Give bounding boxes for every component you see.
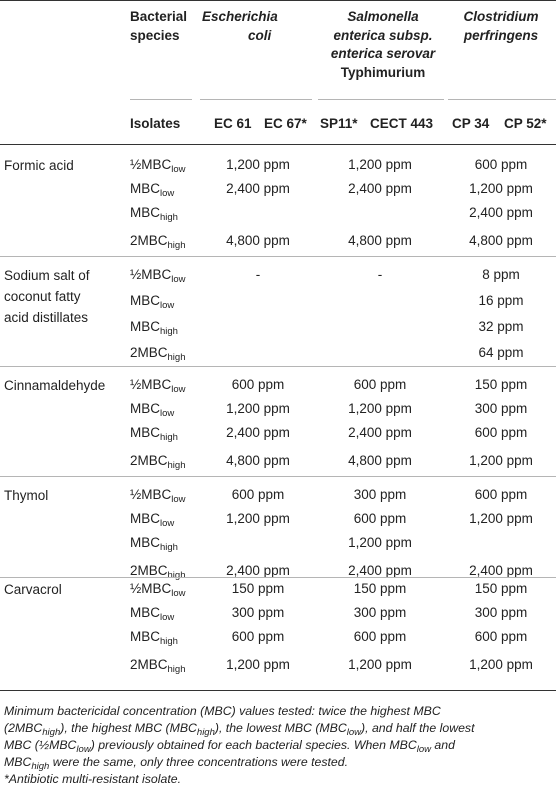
concentration-label: $MBC_{high}$ xyxy=(130,319,178,337)
table-cell: 2,400 ppm xyxy=(348,181,412,196)
footnote-line: MBC $(\frac{1}{2}MBC_{low})$ previously obtained for each bacterial species. When $MBC_{low}$ and xyxy=(4,738,455,755)
concentration-label: $2MBC_{high}$ xyxy=(130,453,186,471)
table-cell: 32 ppm xyxy=(478,319,524,334)
table-cell: 2,400 ppm xyxy=(226,425,290,440)
table-cell: 64 ppm xyxy=(478,345,524,360)
isolate-ec61: EC 61 xyxy=(214,116,252,131)
table-cell: 8 ppm xyxy=(482,267,520,282)
table-cell: 150 ppm xyxy=(231,581,285,596)
compound-name xyxy=(4,265,90,328)
table-cell: 150 ppm xyxy=(474,377,528,392)
compound-name-line: Sodium salt of xyxy=(4,268,90,283)
table-cell: 1,200 ppm xyxy=(348,401,412,416)
concentration-label: $MBC_{high}$ xyxy=(130,425,178,443)
table-cell: 600 ppm xyxy=(353,377,407,392)
header-subrule-salmonella xyxy=(318,99,444,100)
table-cell: 1,200 ppm xyxy=(226,401,290,416)
table-cell: 1,200 ppm xyxy=(469,511,533,526)
compound-name xyxy=(4,155,74,176)
concentration-label: $MBC_{low}$ xyxy=(130,293,175,311)
concentration-label: $MBC_{high}$ xyxy=(130,205,178,223)
table-cell: 2,400 ppm xyxy=(469,563,533,578)
table-cell: 1,200 ppm xyxy=(226,657,290,672)
table-cell: 600 ppm xyxy=(231,377,285,392)
group-divider xyxy=(0,476,556,477)
table-cell: 1,200 ppm xyxy=(226,511,290,526)
concentration-label: $\frac{1}{2}MBC_{low}$ xyxy=(130,581,186,599)
compound-name-line: Carvacrol xyxy=(4,582,62,597)
table-cell: 150 ppm xyxy=(353,581,407,596)
isolate-ec67: EC 67* xyxy=(264,116,307,131)
table-cell: 4,800 ppm xyxy=(348,233,412,248)
footnote-line: $MBC_{high}$ were the same, only three concentrations were tested. xyxy=(4,755,348,772)
species-header-clostridium: Clostridium perfringens xyxy=(463,9,539,43)
table-cell: 300 ppm xyxy=(474,401,528,416)
header-subrule-clostridium xyxy=(448,99,556,100)
table-cell: 4,800 ppm xyxy=(226,453,290,468)
table-cell: 600 ppm xyxy=(474,487,528,502)
concentration-label: $MBC_{low}$ xyxy=(130,401,175,419)
isolate-cp34: CP 34 xyxy=(452,116,490,131)
table-cell: 2,400 ppm xyxy=(226,181,290,196)
concentration-label: $\frac{1}{2}MBC_{low}$ xyxy=(130,377,186,395)
compound-name-line: acid distillates xyxy=(4,310,89,325)
table-cell: 2,400 ppm xyxy=(348,425,412,440)
compound-name-line: Cinnamaldehyde xyxy=(4,378,106,393)
compound-name-line: coconut fatty xyxy=(4,289,81,304)
table-cell: 150 ppm xyxy=(474,581,528,596)
footnote-line: *Antibiotic multi-resistant isolate. xyxy=(4,772,182,786)
concentration-label: $MBC_{high}$ xyxy=(130,629,178,647)
footnote-line: $(2MBC_{high})$, the highest MBC $(MBC_{high})$, the lowest MBC $(MBC_{low})$, and half the lowest xyxy=(4,721,475,738)
table-cell: - xyxy=(255,267,261,282)
compound-name-line: Thymol xyxy=(4,488,49,503)
table-cell: 1,200 ppm xyxy=(348,657,412,672)
top-rule xyxy=(0,0,556,1)
table-cell: 600 ppm xyxy=(353,629,407,644)
table-cell: 1,200 ppm xyxy=(348,157,412,172)
header-subrule xyxy=(130,99,192,100)
table-cell: 4,800 ppm xyxy=(226,233,290,248)
table-cell: 2,400 ppm xyxy=(226,563,290,578)
table-cell: 300 ppm xyxy=(231,605,285,620)
concentration-label: $MBC_{low}$ xyxy=(130,511,175,529)
header-bottom-rule xyxy=(0,144,556,145)
isolate-cect443: CECT 443 xyxy=(370,116,434,131)
footnote-line: Minimum bactericidal concentration (MBC) values tested: twice the highest MBC xyxy=(4,704,441,718)
concentration-label: $2MBC_{high}$ xyxy=(130,345,186,363)
compound-name xyxy=(4,485,48,506)
species-header-escherichia-coli: Escherichia coli xyxy=(202,9,278,43)
table-cell: 600 ppm xyxy=(474,157,528,172)
group-divider xyxy=(0,366,556,367)
table-cell: 16 ppm xyxy=(478,293,524,308)
table-cell: 1,200 ppm xyxy=(226,157,290,172)
concentration-label: $\frac{1}{2}MBC_{low}$ xyxy=(130,157,186,175)
table-cell: 600 ppm xyxy=(231,487,285,502)
table-cell: - xyxy=(377,267,383,282)
group-divider xyxy=(0,256,556,257)
table-cell: 2,400 ppm xyxy=(469,205,533,220)
table-cell: 1,200 ppm xyxy=(469,657,533,672)
isolates-label: Isolates xyxy=(130,116,181,131)
concentration-label: $MBC_{low}$ xyxy=(130,181,175,199)
table-cell: 1,200 ppm xyxy=(348,535,412,550)
table-cell: 600 ppm xyxy=(231,629,285,644)
table-cell: 4,800 ppm xyxy=(469,233,533,248)
table-cell: 2,400 ppm xyxy=(348,563,412,578)
group-divider xyxy=(0,577,556,578)
table-footnote xyxy=(4,703,552,788)
isolate-cp52: CP 52* xyxy=(504,116,547,131)
table-bottom-rule xyxy=(0,690,556,691)
table-cell: 300 ppm xyxy=(474,605,528,620)
table-cell: 600 ppm xyxy=(474,629,528,644)
concentration-label: $\frac{1}{2}MBC_{low}$ xyxy=(130,487,186,505)
species-header-salmonella: Salmonella enterica subsp. enterica serovar Typhimurium xyxy=(330,9,436,80)
table-cell: 600 ppm xyxy=(353,511,407,526)
compound-name xyxy=(4,375,105,396)
compound-name-line: Formic acid xyxy=(4,158,74,173)
concentration-label: $2MBC_{high}$ xyxy=(130,657,186,675)
table-cell: 600 ppm xyxy=(474,425,528,440)
table-cell: 300 ppm xyxy=(353,605,407,620)
concentration-label: $MBC_{high}$ xyxy=(130,535,178,553)
table-cell: 300 ppm xyxy=(353,487,407,502)
concentration-label: $2MBC_{high}$ xyxy=(130,233,186,251)
table-cell: 1,200 ppm xyxy=(469,181,533,196)
concentration-label: $MBC_{low}$ xyxy=(130,605,175,623)
compound-name xyxy=(4,579,62,600)
table-cell: 1,200 ppm xyxy=(469,453,533,468)
bacterial-species-header: Bacterial species xyxy=(130,9,188,43)
table-cell: 4,800 ppm xyxy=(348,453,412,468)
concentration-label: $\frac{1}{2}MBC_{low}$ xyxy=(130,267,186,285)
header-subrule-ecoli xyxy=(200,99,312,100)
concentration-label: $2MBC_{high}$ xyxy=(130,563,186,581)
isolate-sp11: SP11* xyxy=(320,116,358,131)
